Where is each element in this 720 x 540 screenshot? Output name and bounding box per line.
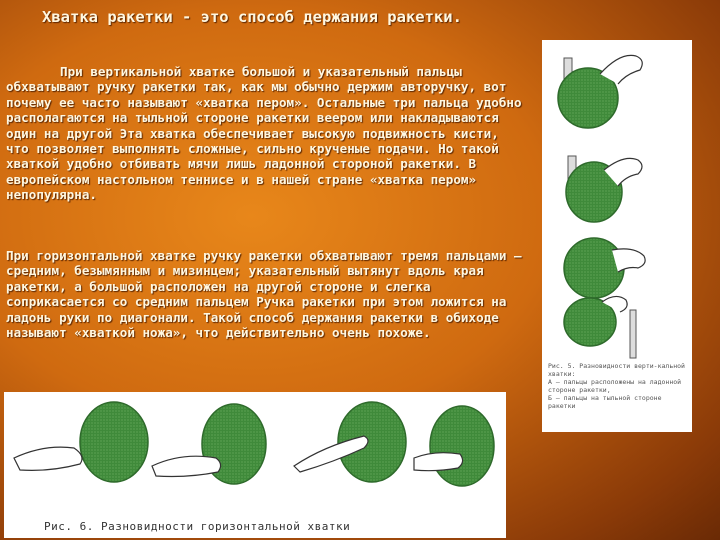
figure-horizontal-grip xyxy=(4,392,506,538)
figure-vertical-grip-caption xyxy=(548,362,689,410)
horizontal-grip-paddle-3 xyxy=(294,402,406,482)
paragraph-horizontal-grip: При горизонтальной хватке ручку ракетки обхватывают тремя пальцами — средним, безымянным и мизинцем; указательный вытянут вдоль края ракетки, а большой расположен на другой стороне и слегка соприкасается со средним пальцем Ручка ракетки при этом ложится на ладонь руки по диагонали. Такой способ держания ракетки в обиходе называют «хваткой ножа», что действительно очень похоже. xyxy=(6,248,522,341)
vertical-grip-drawings xyxy=(542,40,692,360)
horizontal-grip-paddle-4 xyxy=(414,406,494,486)
slide-title: Хватка ракетки - это способ держания ракетки. xyxy=(42,8,462,26)
caption-title: Рис. 5. Разновидности верти-кальной хватки: xyxy=(548,362,689,378)
caption-b: Б — пальцы на тыльной стороне ракетки xyxy=(548,394,666,410)
figure-vertical-grip xyxy=(542,40,692,432)
vertical-grip-paddle-2 xyxy=(566,156,642,222)
horizontal-grip-paddle-1 xyxy=(14,402,148,482)
vertical-grip-paddle-1 xyxy=(558,55,642,128)
figure-horizontal-grip-caption: Рис. 6. Разновидности горизонтальной хватки xyxy=(44,520,351,533)
paragraph-vertical-grip-text: При вертикальной хватке большой и указательный пальцы обхватывают ручку ракетки так, как мы обычно держим авторучку, вот почему ее часто называют «хватка пером». Остальные три пальца удобно располагаются на тыльной стороне ракетки веером или накладываются один на другой Эта хватка обеспечивает высокую подвижность кисти, что позволяет выполнять сложные, сильно крученые подачи. Но такой хваткой удобно отбивать мячи лишь ладонной стороной ракетки. В европейском настольном теннисе и в нашей стране «хватка пером» непопулярна. xyxy=(6,64,522,203)
caption-a: А — пальцы расположены на ладонной стороне ракетки, xyxy=(548,378,685,394)
horizontal-grip-drawings xyxy=(4,392,506,516)
vertical-grip-paddle-4 xyxy=(564,296,636,358)
horizontal-grip-paddle-2 xyxy=(152,404,266,484)
paragraph-vertical-grip xyxy=(6,64,526,203)
vertical-grip-paddle-3 xyxy=(564,238,645,298)
